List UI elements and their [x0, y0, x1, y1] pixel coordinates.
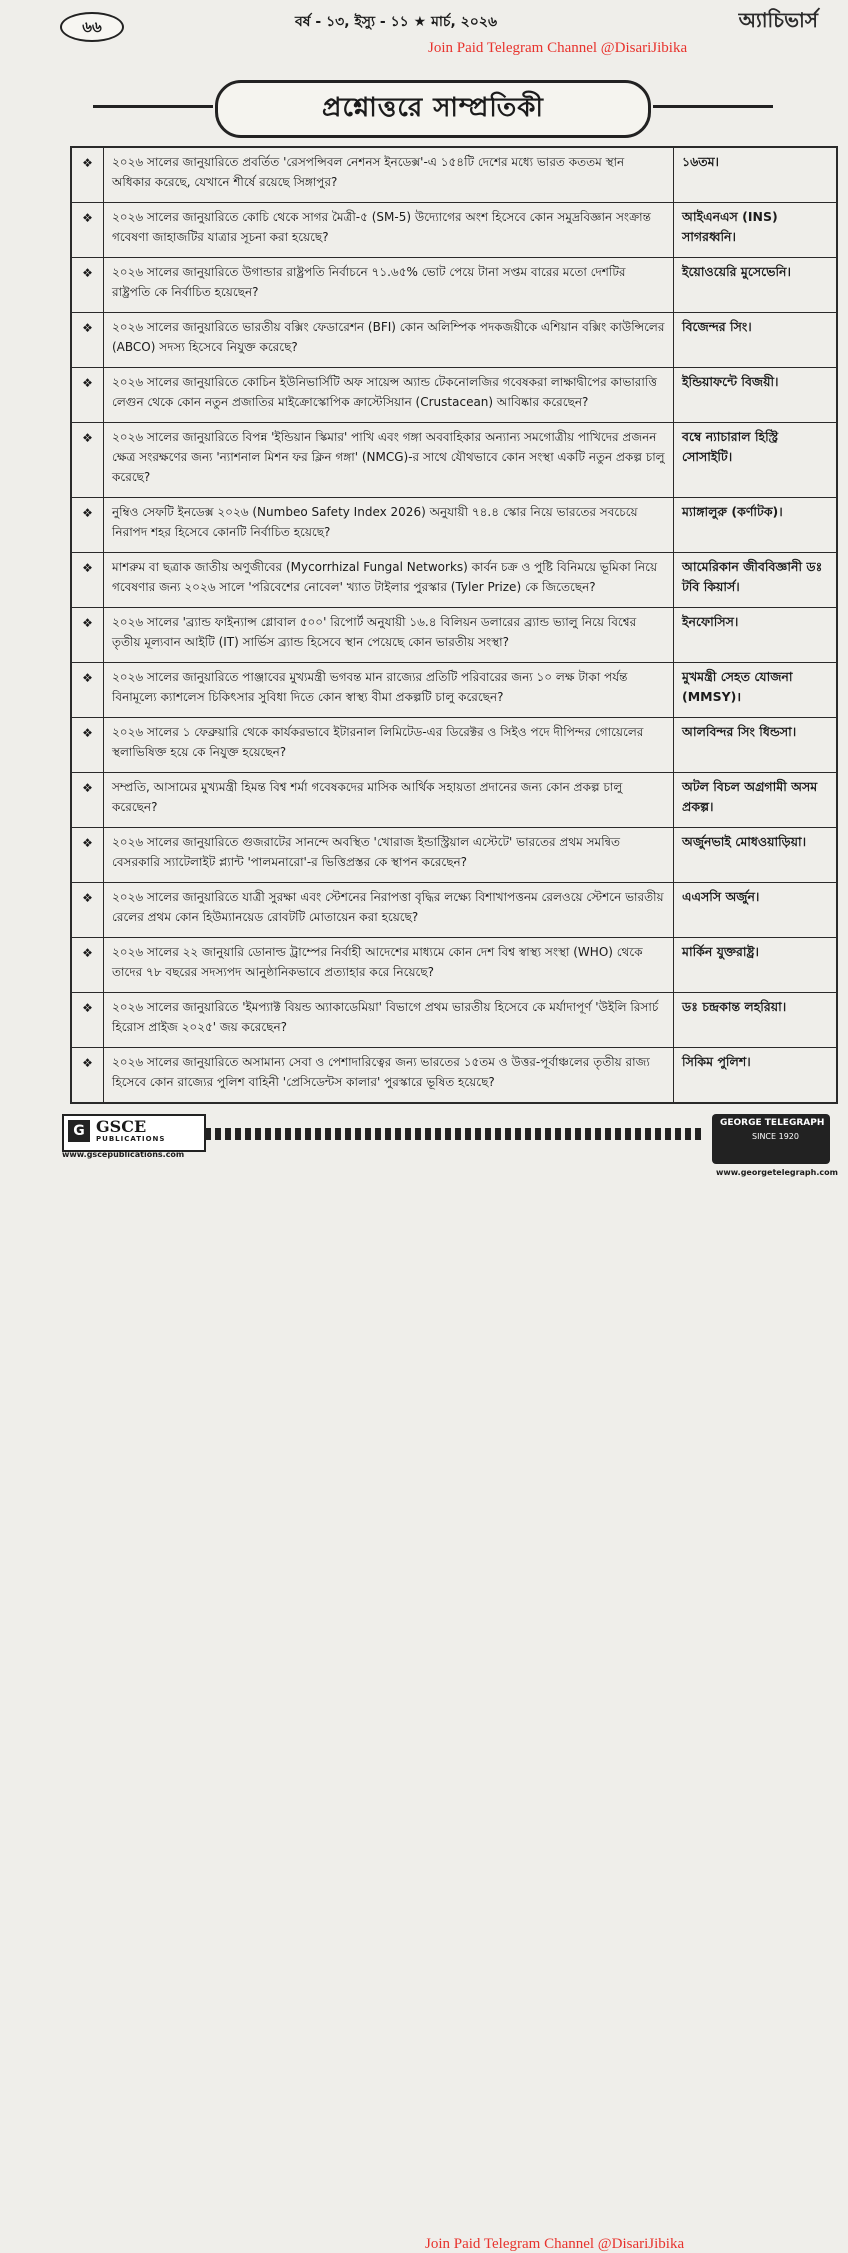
qa-row: [72, 608, 836, 663]
answer-text: অর্জুনভাই মোধওয়াড়িয়া।: [682, 834, 807, 849]
question-text: মাশরুম বা ছত্রাক জাতীয় অণুজীবের (Mycorrhizal Fungal Networks) কার্বন চক্র ও পুষ্টি বিনিময়ে ভূমিকা নিয়ে গবেষণার জন্য ২০২৬ সালে 'পরিবেশের নোবেল' খ্যাত টাইলার পুরস্কার (Tyler Prize) কে জিতেছেন?: [104, 553, 674, 607]
partner-since: SINCE 1920: [752, 1132, 799, 1141]
qa-row: [72, 1048, 836, 1102]
qa-row: [72, 313, 836, 368]
bullet-icon: ❖: [72, 258, 104, 312]
qa-row: [72, 993, 836, 1048]
bullet-icon: ❖: [72, 423, 104, 497]
qa-row: [72, 663, 836, 718]
answer-text: আইএনএস (INS) সাগরধ্বনি।: [682, 209, 778, 244]
page-header: [0, 0, 848, 88]
question-text: ২০২৬ সালের জানুয়ারিতে ভারতীয় বক্সিং ফেডারেশন (BFI) কোন অলিম্পিক পদকজয়ীকে এশিয়ান বক্সিং কাউন্সিলের (ABCO) সদস্য হিসেবে নিযুক্ত করেছে?: [104, 313, 674, 367]
question-text: ২০২৬ সালের 'ব্র্যান্ড ফাইন্যান্স গ্লোবাল ৫০০' রিপোর্ট অনুযায়ী ১৬.৪ বিলিয়ন ডলারের ব্র্যান্ড ভ্যালু নিয়ে বিশ্বের তৃতীয় মূল্যবান আইটি (IT) সার্ভিস ব্র্যান্ড হিসেবে স্থান পেয়েছে কোন ভারতীয় সংস্থা?: [104, 608, 674, 662]
bullet-icon: ❖: [72, 368, 104, 422]
bullet-icon: ❖: [72, 1048, 104, 1102]
bullet-icon: ❖: [72, 883, 104, 937]
qa-row: [72, 498, 836, 553]
section-title-banner: [215, 80, 651, 138]
bullet-icon: ❖: [72, 498, 104, 552]
answer-text: আলবিন্দর সিং ধিন্ডসা।: [682, 724, 797, 739]
promo-text-bottom: Join Paid Telegram Channel @DisariJibika: [425, 2236, 685, 2252]
bullet-icon: ❖: [72, 828, 104, 882]
bullet-icon: ❖: [72, 993, 104, 1047]
question-text: সম্প্রতি, আসামের মুখ্যমন্ত্রী হিমন্ত বিশ্ব শর্মা গবেষকদের মাসিক আর্থিক সহায়তা প্রদানের জন্য কোন প্রকল্প চালু করেছেন?: [104, 773, 674, 827]
question-text: ২০২৬ সালের জানুয়ারিতে উগান্ডার রাষ্ট্রপতি নির্বাচনে ৭১.৬৫% ভোট পেয়ে টানা সপ্তম বারের মতো দেশটির রাষ্ট্রপতি কে নির্বাচিত হয়েছেন?: [104, 258, 674, 312]
bullet-icon: ❖: [72, 773, 104, 827]
publisher-logo-icon: G: [68, 1120, 90, 1142]
partner-logo: [712, 1114, 830, 1164]
publisher-url: www.gscepublications.com: [62, 1150, 185, 1159]
issue-line: বর্ষ - ১৩, ইস্যু - ১১ ★ মার্চ, ২০২৬: [295, 14, 498, 30]
question-text: ২০২৬ সালের জানুয়ারিতে গুজরাটের সানন্দে অবস্থিত 'খোরাজ ইন্ডাস্ট্রিয়াল এস্টেটে' ভারতের প্রথম সমন্বিত বেসরকারি স্যাটেলাইট প্ল্যান্ট 'পালমনারো'-র ভিত্তিপ্রস্তর কে স্থাপন করেছেন?: [104, 828, 674, 882]
publisher-logo: [62, 1114, 206, 1152]
qa-row: [72, 553, 836, 608]
answer-text: ইনফোসিস।: [682, 614, 739, 629]
bullet-icon: ❖: [72, 313, 104, 367]
publisher-logo-subtext: PUBLICATIONS: [96, 1135, 166, 1143]
bullet-icon: ❖: [72, 663, 104, 717]
question-text: ২০২৬ সালের জানুয়ারিতে কোচিন ইউনিভার্সিটি অফ সায়েন্স অ্যান্ড টেকনোলজির গবেষকরা লাক্ষাদ্বীপের কাভারাত্তি লেগুন থেকে কোন নতুন প্রজাতির মাইক্রোস্কোপিক ক্রাস্টেসিয়ান (Crustacean) আবিষ্কার করেছেন?: [104, 368, 674, 422]
qa-row: [72, 258, 836, 313]
qa-row: [72, 718, 836, 773]
bullet-icon: ❖: [72, 938, 104, 992]
bullet-icon: ❖: [72, 553, 104, 607]
answer-text: ১৬তম।: [682, 154, 720, 169]
question-text: ২০২৬ সালের জানুয়ারিতে যাত্রী সুরক্ষা এবং স্টেশনের নিরাপত্তা বৃদ্ধির লক্ষ্যে বিশাখাপত্তনম রেলওয়ে স্টেশনে ভারতীয় রেলের প্রথম কোন হিউম্যানয়েড রোবটটি মোতায়েন করা হয়েছে?: [104, 883, 674, 937]
answer-text: ডঃ চন্দ্রকান্ত লহরিয়া।: [682, 999, 787, 1014]
bullet-icon: ❖: [72, 203, 104, 257]
qa-row: [72, 938, 836, 993]
footer-divider: [205, 1128, 705, 1140]
question-text: ২০২৬ সালের জানুয়ারিতে অসামান্য সেবা ও পেশাদারিত্বের জন্য ভারতের ১৫তম ও উত্তর-পূর্বাঞ্চলের তৃতীয় রাজ্য হিসেবে কোন রাজ্যের পুলিশ বাহিনী 'প্রেসিডেন্টস কালার' পুরস্কারে ভূষিত হয়েছে?: [104, 1048, 674, 1102]
question-text: ২০২৬ সালের জানুয়ারিতে প্রবর্তিত 'রেসপন্সিবল নেশনস ইনডেক্স'-এ ১৫৪টি দেশের মধ্যে ভারত কততম স্থান অধিকার করেছে, যেখানে শীর্ষে রয়েছে সিঙ্গাপুর?: [104, 148, 674, 202]
section-title: প্রশ্নোত্তরে সাম্প্রতিকী: [322, 93, 544, 123]
question-text: ২০২৬ সালের ২২ জানুয়ারি ডোনাল্ড ট্রাম্পের নির্বাহী আদেশের মাধ্যমে কোন দেশ বিশ্ব স্বাস্থ্য সংস্থা (WHO) থেকে তাদের ৭৮ বছরের সদস্যপদ আনুষ্ঠানিকভাবে প্রত্যাহার করে নিয়েছে?: [104, 938, 674, 992]
answer-text: সিকিম পুলিশ।: [682, 1054, 751, 1069]
answer-text: এএসসি অর্জুন।: [682, 889, 760, 904]
partner-logo-text: GEORGE TELEGRAPH: [720, 1118, 825, 1128]
question-text: ২০২৬ সালের জানুয়ারিতে কোচি থেকে সাগর মৈত্রী-৫ (SM-5) উদ্যোগের অংশ হিসেবে কোন সমুদ্রবিজ্ঞান সংক্রান্ত গবেষণা জাহাজটির যাত্রার সূচনা করা হয়েছে?: [104, 203, 674, 257]
answer-text: ইন্ডিয়াফন্টে বিজয়ী।: [682, 374, 779, 389]
qa-row: [72, 773, 836, 828]
qa-row: [72, 828, 836, 883]
question-text: ২০২৬ সালের জানুয়ারিতে বিপন্ন 'ইন্ডিয়ান স্কিমার' পাখি এবং গঙ্গা অববাহিকার অন্যান্য সমগোত্রীয় পাখিদের প্রজনন ক্ষেত্র সংরক্ষণের জন্য 'ন্যাশনাল মিশন ফর ক্লিন গঙ্গা' (NMCG)-র সাথে যৌথভাবে কোন সংস্থা একটি নতুন প্রকল্প চালু করেছে?: [104, 423, 674, 497]
page-number: ৬৬: [60, 12, 124, 42]
answer-text: অটল বিচল অগ্রগামী অসম প্রকল্প।: [682, 779, 818, 814]
answer-text: বিজেন্দর সিং।: [682, 319, 752, 334]
answer-text: মুখমন্ত্রী সেহত যোজনা (MMSY)।: [682, 669, 793, 704]
qa-row: [72, 883, 836, 938]
bullet-icon: ❖: [72, 148, 104, 202]
publisher-logo-text: GSCE: [96, 1117, 147, 1136]
answer-text: ইয়োওয়েরি মুসেভেনি।: [682, 264, 791, 279]
question-text: ২০২৬ সালের জানুয়ারিতে পাঞ্জাবের মুখ্যমন্ত্রী ভগবন্ত মান রাজ্যের প্রতিটি পরিবারের জন্য ১০ লক্ষ টাকা পর্যন্ত বিনামূল্যে ক্যাশলেস চিকিৎসার সুবিধা দিতে কোন স্বাস্থ্য বীমা প্রকল্পটি চালু করেছেন?: [104, 663, 674, 717]
qa-row: [72, 148, 836, 203]
answer-text: আমেরিকান জীববিজ্ঞানী ডঃ টবি কিয়ার্স।: [682, 559, 823, 594]
page-footer: [0, 1108, 848, 2252]
question-text: নুম্বিও সেফটি ইনডেক্স ২০২৬ (Numbeo Safety Index 2026) অনুযায়ী ৭৪.৪ স্কোর নিয়ে ভারতের সবচেয়ে নিরাপদ শহর হিসেবে কোনটি নির্বাচিত হয়েছে?: [104, 498, 674, 552]
answer-text: ম্যাঙ্গালুরু (কর্ণাটক)।: [682, 504, 783, 519]
question-text: ২০২৬ সালের ১ ফেব্রুয়ারি থেকে কার্যকরভাবে ইটারনাল লিমিটেড-এর ডিরেক্টর ও সিইও পদে দীপিন্দর গোয়েলের স্থলাভিষিক্ত হয়ে কে নিযুক্ত হয়েছেন?: [104, 718, 674, 772]
qa-row: [72, 203, 836, 258]
answer-text: বম্বে ন্যাচারাল হিস্ট্রি সোসাইটি।: [682, 429, 779, 464]
answer-text: মার্কিন যুক্তরাষ্ট্র।: [682, 944, 759, 959]
question-text: ২০২৬ সালের জানুয়ারিতে 'ইমপ্যাক্ট বিয়ন্ড অ্যাকাডেমিয়া' বিভাগে প্রথম ভারতীয় হিসেবে কে মর্যাদাপূর্ণ 'উইলি রিসার্চ হিরোস প্রাইজ ২০২৫' জয় করেছেন?: [104, 993, 674, 1047]
partner-url: www.georgetelegraph.com: [716, 1168, 838, 1177]
magazine-brand: অ্যাচিভার্স: [738, 8, 818, 32]
promo-text-top: Join Paid Telegram Channel @DisariJibika: [428, 40, 688, 56]
qa-row: [72, 423, 836, 498]
bullet-icon: ❖: [72, 608, 104, 662]
qa-row: [72, 368, 836, 423]
bullet-icon: ❖: [72, 718, 104, 772]
qa-table: [70, 146, 838, 1104]
